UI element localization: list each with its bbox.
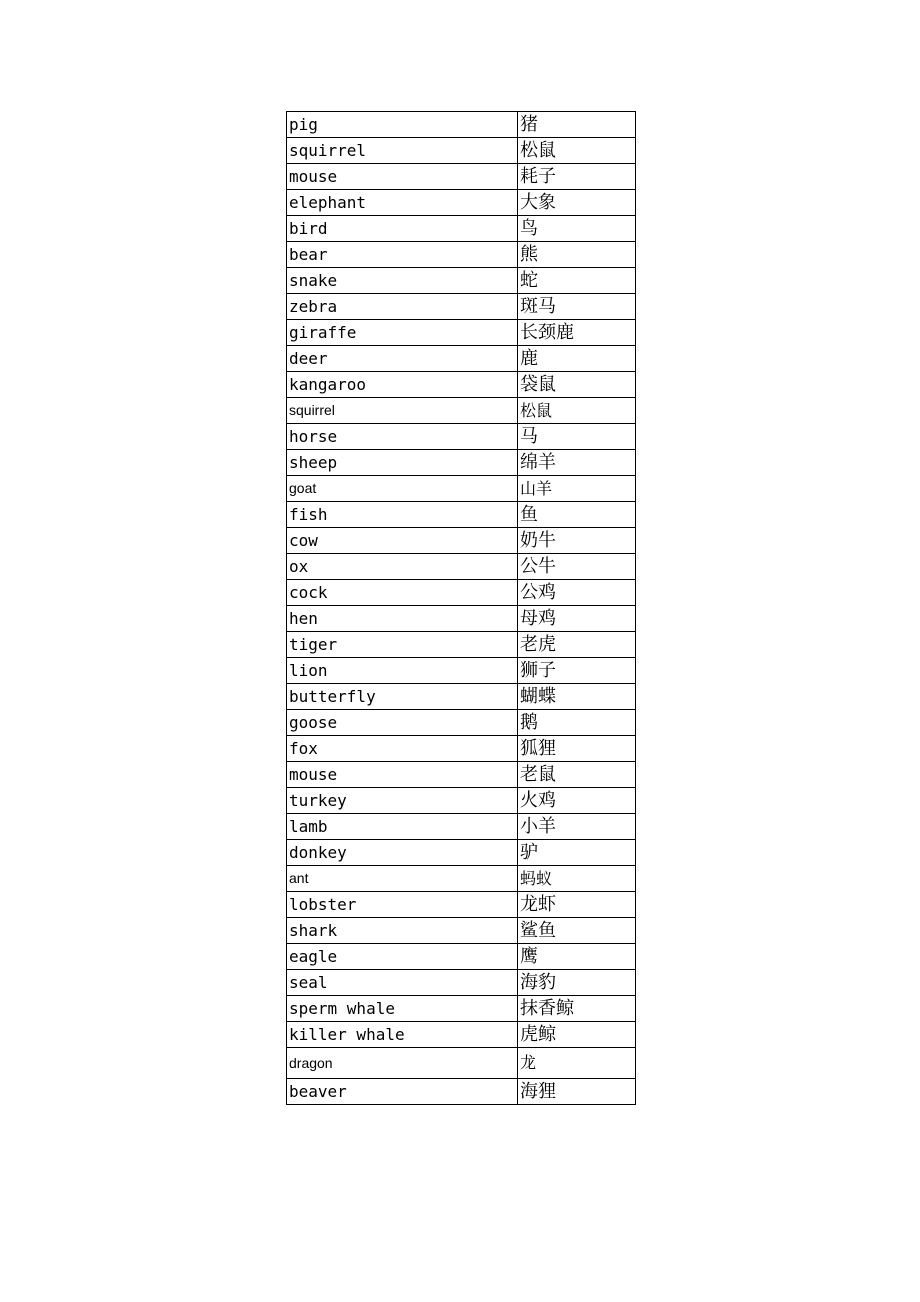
chinese-word: 抹香鲸 xyxy=(518,996,636,1022)
english-word: eagle xyxy=(287,944,518,970)
table-row xyxy=(287,788,636,814)
chinese-word: 火鸡 xyxy=(518,788,636,814)
chinese-word: 海豹 xyxy=(518,970,636,996)
chinese-word: 袋鼠 xyxy=(518,372,636,398)
table-row xyxy=(287,944,636,970)
english-word: dragon xyxy=(287,1048,518,1079)
table-row xyxy=(287,164,636,190)
english-word: ox xyxy=(287,554,518,580)
chinese-word: 蚂蚁 xyxy=(518,866,636,892)
table-row xyxy=(287,1048,636,1079)
chinese-word: 虎鲸 xyxy=(518,1022,636,1048)
chinese-word: 公牛 xyxy=(518,554,636,580)
english-word: bird xyxy=(287,216,518,242)
table-row xyxy=(287,476,636,502)
chinese-word: 母鸡 xyxy=(518,606,636,632)
table-row xyxy=(287,1022,636,1048)
chinese-word: 松鼠 xyxy=(518,398,636,424)
chinese-word: 鸟 xyxy=(518,216,636,242)
chinese-word: 熊 xyxy=(518,242,636,268)
chinese-word: 小羊 xyxy=(518,814,636,840)
english-word: cock xyxy=(287,580,518,606)
table-row xyxy=(287,346,636,372)
table-row xyxy=(287,294,636,320)
chinese-word: 大象 xyxy=(518,190,636,216)
table-row xyxy=(287,814,636,840)
english-word: killer whale xyxy=(287,1022,518,1048)
table-row xyxy=(287,632,636,658)
english-word: squirrel xyxy=(287,398,518,424)
english-word: goat xyxy=(287,476,518,502)
english-word: squirrel xyxy=(287,138,518,164)
table-row xyxy=(287,580,636,606)
english-word: lamb xyxy=(287,814,518,840)
chinese-word: 鹰 xyxy=(518,944,636,970)
table-row xyxy=(287,762,636,788)
english-word: mouse xyxy=(287,762,518,788)
english-word: turkey xyxy=(287,788,518,814)
table-row xyxy=(287,554,636,580)
english-word: fox xyxy=(287,736,518,762)
chinese-word: 海狸 xyxy=(518,1079,636,1105)
chinese-word: 绵羊 xyxy=(518,450,636,476)
table-row xyxy=(287,190,636,216)
chinese-word: 狐狸 xyxy=(518,736,636,762)
english-word: seal xyxy=(287,970,518,996)
english-word: lobster xyxy=(287,892,518,918)
chinese-word: 老鼠 xyxy=(518,762,636,788)
chinese-word: 山羊 xyxy=(518,476,636,502)
chinese-word: 斑马 xyxy=(518,294,636,320)
table-row xyxy=(287,1079,636,1105)
table-row xyxy=(287,528,636,554)
table-row xyxy=(287,268,636,294)
table-row xyxy=(287,372,636,398)
table-row xyxy=(287,996,636,1022)
english-word: kangaroo xyxy=(287,372,518,398)
table-row xyxy=(287,502,636,528)
english-word: tiger xyxy=(287,632,518,658)
table-row xyxy=(287,736,636,762)
english-word: mouse xyxy=(287,164,518,190)
animal-vocabulary-table xyxy=(286,111,636,1105)
english-word: shark xyxy=(287,918,518,944)
chinese-word: 奶牛 xyxy=(518,528,636,554)
english-word: beaver xyxy=(287,1079,518,1105)
chinese-word: 长颈鹿 xyxy=(518,320,636,346)
chinese-word: 龙虾 xyxy=(518,892,636,918)
english-word: pig xyxy=(287,112,518,138)
chinese-word: 耗子 xyxy=(518,164,636,190)
english-word: sheep xyxy=(287,450,518,476)
table-row xyxy=(287,710,636,736)
chinese-word: 鱼 xyxy=(518,502,636,528)
chinese-word: 驴 xyxy=(518,840,636,866)
english-word: butterfly xyxy=(287,684,518,710)
english-word: cow xyxy=(287,528,518,554)
english-word: deer xyxy=(287,346,518,372)
chinese-word: 龙 xyxy=(518,1048,636,1079)
table-row xyxy=(287,684,636,710)
chinese-word: 老虎 xyxy=(518,632,636,658)
chinese-word: 鲨鱼 xyxy=(518,918,636,944)
table-row xyxy=(287,918,636,944)
english-word: bear xyxy=(287,242,518,268)
table-row xyxy=(287,970,636,996)
english-word: goose xyxy=(287,710,518,736)
english-word: donkey xyxy=(287,840,518,866)
chinese-word: 松鼠 xyxy=(518,138,636,164)
english-word: lion xyxy=(287,658,518,684)
chinese-word: 公鸡 xyxy=(518,580,636,606)
chinese-word: 马 xyxy=(518,424,636,450)
english-word: elephant xyxy=(287,190,518,216)
english-word: ant xyxy=(287,866,518,892)
table-row xyxy=(287,216,636,242)
table-row xyxy=(287,450,636,476)
table-row xyxy=(287,606,636,632)
table-row xyxy=(287,398,636,424)
table-row xyxy=(287,112,636,138)
english-word: zebra xyxy=(287,294,518,320)
chinese-word: 蛇 xyxy=(518,268,636,294)
english-word: horse xyxy=(287,424,518,450)
vocabulary-table-body xyxy=(287,112,636,1105)
table-row xyxy=(287,840,636,866)
chinese-word: 猪 xyxy=(518,112,636,138)
chinese-word: 蝴蝶 xyxy=(518,684,636,710)
chinese-word: 鹅 xyxy=(518,710,636,736)
table-row xyxy=(287,658,636,684)
table-row xyxy=(287,866,636,892)
table-row xyxy=(287,424,636,450)
english-word: snake xyxy=(287,268,518,294)
chinese-word: 鹿 xyxy=(518,346,636,372)
table-row xyxy=(287,320,636,346)
chinese-word: 狮子 xyxy=(518,658,636,684)
table-row xyxy=(287,892,636,918)
table-row xyxy=(287,242,636,268)
english-word: sperm whale xyxy=(287,996,518,1022)
english-word: giraffe xyxy=(287,320,518,346)
english-word: fish xyxy=(287,502,518,528)
english-word: hen xyxy=(287,606,518,632)
table-row xyxy=(287,138,636,164)
